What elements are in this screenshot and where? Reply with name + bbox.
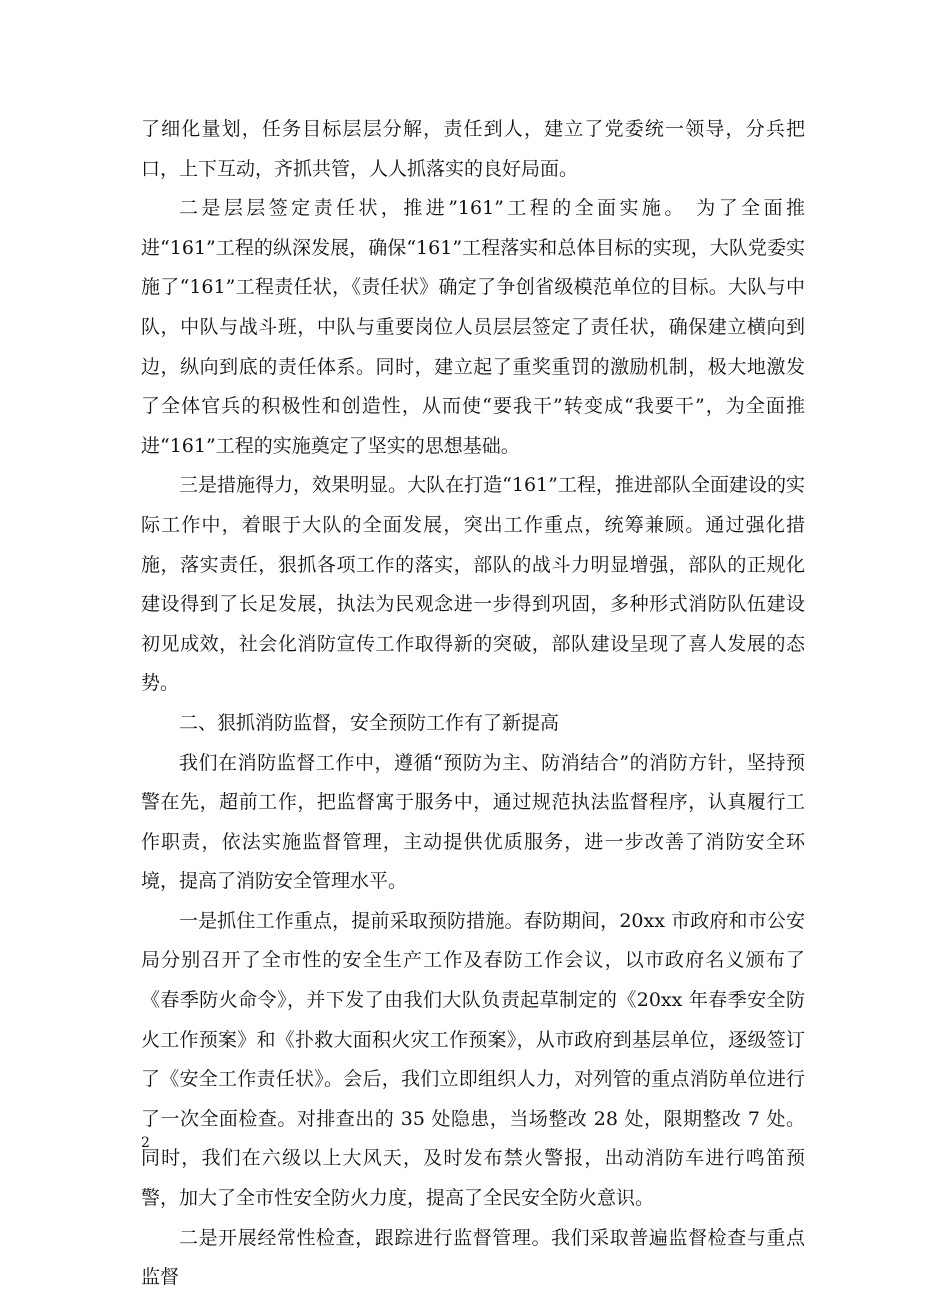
page-number: 2 [141,1135,150,1151]
paragraph-responsibility: 二是层层签定责任状，推进”161”工程的全面实施。 为了全面推进“161”工程的纵深发展，确保“161”工程落实和总体目标的实现，大队党委实施了“161”工程责任状，《责任状》确定了争创省级模范单位的目标。大队与中队，中队与战斗班，中队与重要岗位人员层层签定了责任状，确保建立横向到边，纵向到底的责任体系。同时，建立起了重奖重罚的激励机制，极大地激发了全体官兵的积极性和创造性，从而使“要我干”转变成“我要干”，为全面推进“161”工程的实施奠定了坚实的思想基础。 [141,197,805,457]
paragraph-inspection: 二是开展经常性检查，跟踪进行监督管理。我们采取普遍监督检查与重点监督 [141,1226,805,1289]
paragraph-continuation: 了细化量划，任务目标层层分解，责任到人，建立了党委统一领导，分兵把口，上下互动，齐抓共管，人人抓落实的良好局面。 [141,118,805,180]
paragraph-supervision: 我们在消防监督工作中，遵循“预防为主、防消结合”的消防方针，坚持预警在先，超前工作，把监督寓于服务中，通过规范执法监督程序，认真履行工作职责，依法实施监督管理，主动提供优质服务，进一步改善了消防安全环境，提高了消防安全管理水平。 [141,751,805,893]
document-body [141,110,805,1298]
paragraph-spring-prevention: 一是抓住工作重点，提前采取预防措施。春防期间，20xx 市政府和市公安局分别召开了全市性的安全生产工作及春防工作会议，以市政府名义颁布了《春季防火命令》，并下发了由我们大队负责起草制定的《20xx 年春季安全防火工作预案》和《扑救大面积火灾工作预案》，从市政府到基层单位，逐级签订了《安全工作责任状》。会后，我们立即组织人力，对列管的重点消防单位进行了一次全面检查。对排查出的 35 处隐患，当场整改 28 处，限期整改 7 处。同时，我们在六级以上大风天，及时发布禁火警报，出动消防车进行鸣笛预警，加大了全市性安全防火力度，提高了全民安全防火意识。 [141,909,805,1210]
paragraph-measures: 三是措施得力，效果明显。大队在打造“161”工程，推进部队全面建设的实际工作中，着眼于大队的全面发展，突出工作重点，统筹兼顾。通过强化措施，落实责任，狠抓各项工作的落实，部队的战斗力明显增强，部队的正规化建设得到了长足发展，执法为民观念进一步得到巩固，多种形式消防队伍建设初见成效，社会化消防宣传工作取得新的突破，部队建设呈现了喜人发展的态势。 [141,474,805,695]
section-heading: 二、狠抓消防监督，安全预防工作有了新提高 [179,711,560,734]
